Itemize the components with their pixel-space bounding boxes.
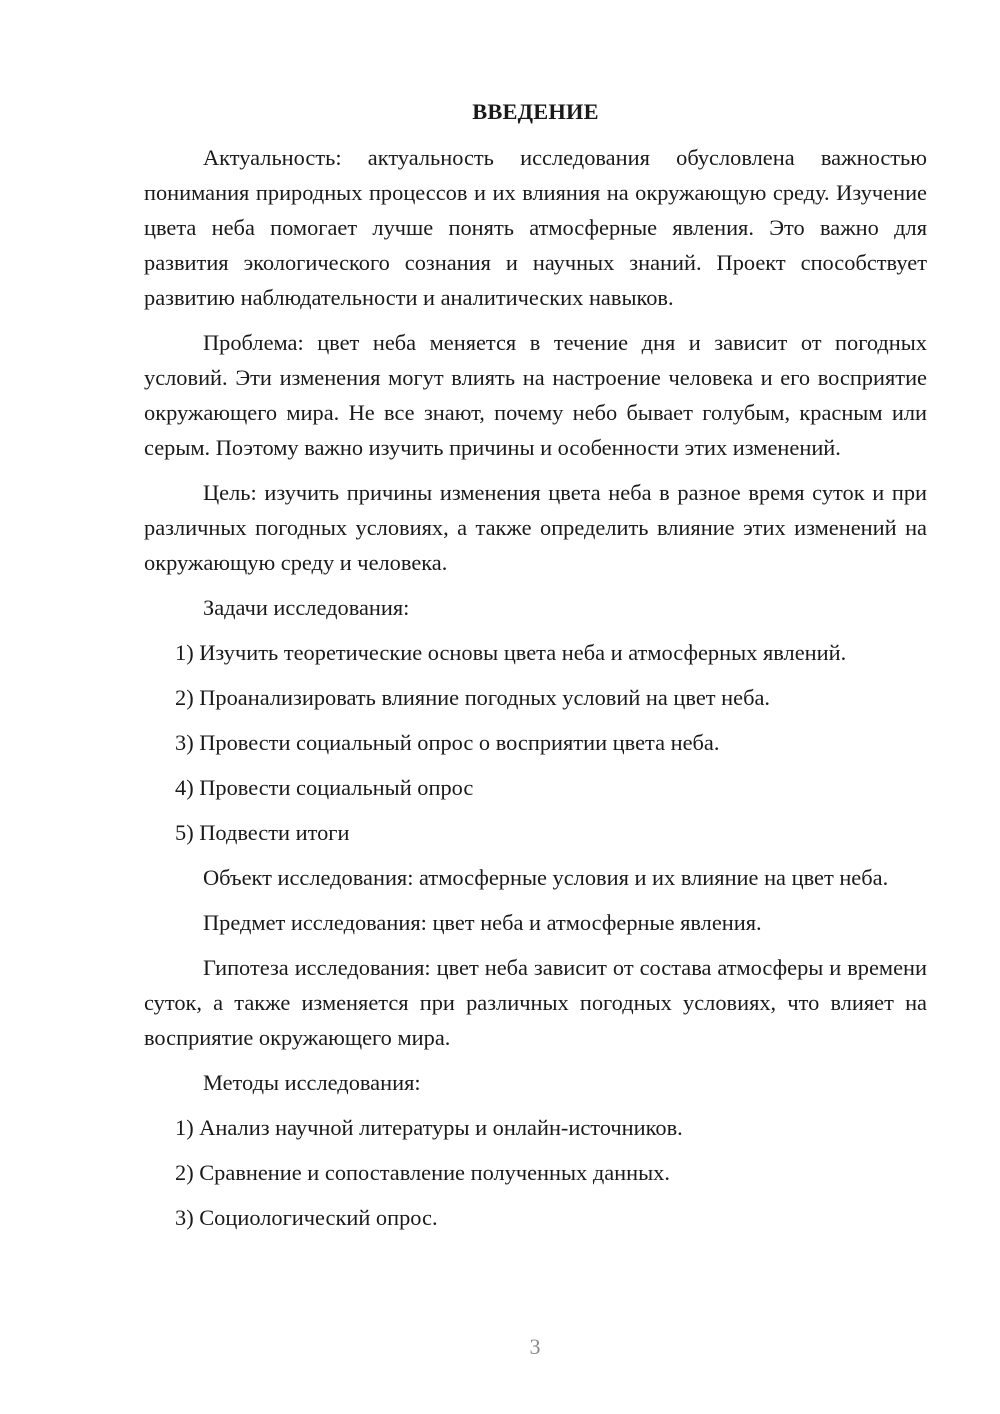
- object-paragraph: Объект исследования: атмосферные условия и их влияние на цвет неба.: [203, 865, 889, 890]
- task-item-3: 3) Провести социальный опрос о восприятии цвета неба.: [175, 730, 720, 755]
- method-item-3: 3) Социологический опрос.: [175, 1205, 438, 1230]
- method-item-1: 1) Анализ научной литературы и онлайн-источников.: [175, 1115, 683, 1140]
- task-item-1: 1) Изучить теоретические основы цвета неба и атмосферных явлений.: [175, 640, 847, 665]
- problem-paragraph: Проблема: цвет неба меняется в течение дня и зависит от погодных условий. Эти изменения могут влиять на настроение человека и его восприятие окружающего мира. Не все знают, почему небо бывает голубым, красным или серым. Поэтому важно изучить причины и особенности этих изменений.: [144, 330, 927, 460]
- task-item-4: 4) Провести социальный опрос: [175, 775, 474, 800]
- method-item-2: 2) Сравнение и сопоставление полученных данных.: [175, 1160, 670, 1185]
- methods-label: Методы исследования:: [203, 1070, 421, 1095]
- task-item-5: 5) Подвести итоги: [175, 820, 350, 845]
- tasks-label: Задачи исследования:: [203, 595, 410, 620]
- section-title: ВВЕДЕНИЕ: [472, 99, 599, 124]
- relevance-paragraph: Актуальность: актуальность исследования обусловлена важностью понимания природных процессов и их влияния на окружающую среду. Изучение цвета неба помогает лучше понять атмосферные явления. Это важно для развития экологического сознания и научных знаний. Проект способствует развитию наблюдательности и аналитических навыков.: [144, 145, 927, 310]
- tasks-list: [144, 635, 927, 850]
- task-item-2: 2) Проанализировать влияние погодных условий на цвет неба.: [175, 685, 771, 710]
- page-content: [144, 96, 927, 1245]
- page-number: 3: [529, 1334, 541, 1359]
- goal-paragraph: Цель: изучить причины изменения цвета неба в разное время суток и при различных погодных условиях, а также определить влияние этих изменений на окружающую среду и человека.: [144, 480, 927, 575]
- subject-paragraph: Предмет исследования: цвет неба и атмосферные явления.: [203, 910, 762, 935]
- methods-list: [144, 1110, 927, 1235]
- hypothesis-paragraph: Гипотеза исследования: цвет неба зависит от состава атмосферы и времени суток, а также изменяется при различных погодных условиях, что влияет на восприятие окружающего мира.: [144, 955, 927, 1050]
